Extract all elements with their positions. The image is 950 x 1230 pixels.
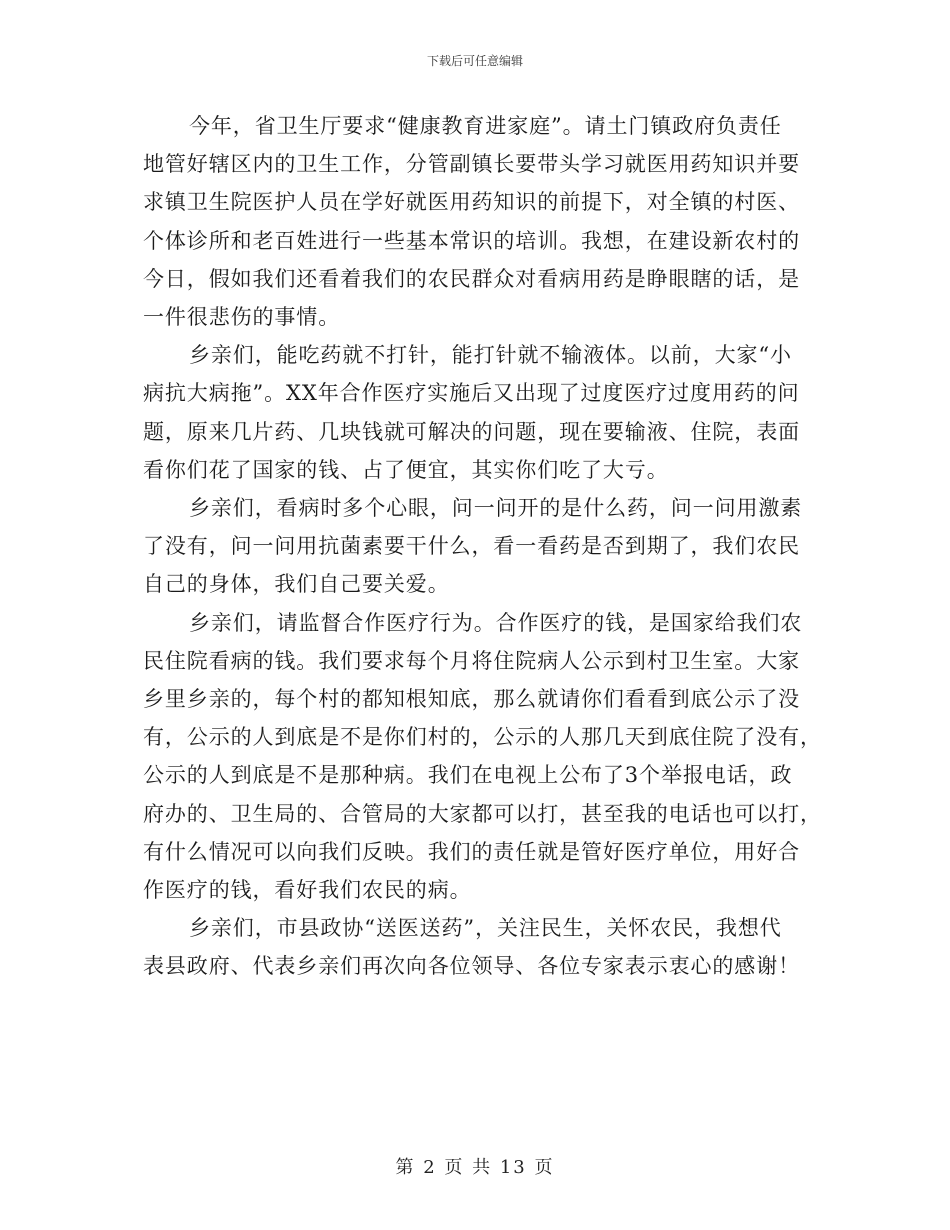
- text-line: 有，公示的人到底是不是你们村的，公示的人那几天到底住院了没有，: [143, 725, 822, 750]
- text-line: 今日，假如我们还看着我们的农民群众对看病用药是睁眼瞎的话，是: [143, 266, 800, 291]
- text-line: 个体诊所和老百姓进行一些基本常识的培训。我想，在建设新农村的: [143, 228, 800, 253]
- text-line: 民住院看病的钱。我们要求每个月将住院病人公示到村卫生室。大家: [143, 648, 800, 673]
- text-line: 乡亲们，看病时多个心眼，问一问开的是什么药，问一问用激素: [189, 496, 803, 521]
- text-line: 乡亲们，能吃药就不打针，能打针就不输液体。以前，大家“小: [189, 343, 792, 368]
- text-line: 了没有，问一问用抗菌素要干什么，看一看药是否到期了，我们农民: [143, 534, 800, 559]
- text-line: 地管好辖区内的卫生工作，分管副镇长要带头学习就医用药知识并要: [143, 152, 800, 177]
- body-text: [143, 107, 822, 986]
- page-header-note: 下载后可任意编辑: [426, 54, 523, 68]
- paragraph: [143, 909, 803, 985]
- text-line: 一件很悲伤的事情。: [143, 305, 341, 330]
- text-line: 今年，省卫生厅要求“健康教育进家庭”。请土门镇政府负责任: [189, 114, 782, 138]
- text-line: 病抗大病拖”。XX年合作医疗实施后又出现了过度医疗过度用药的问: [143, 381, 800, 406]
- text-line: 求镇卫生院医护人员在学好就医用药知识的前提下，对全镇的村医、: [143, 190, 800, 215]
- text-line: 作医疗的钱，看好我们农民的病。: [143, 878, 472, 903]
- text-line: 公示的人到底是不是那种病。我们在电视上公布了3个举报电话，政: [143, 763, 793, 788]
- text-line: 乡亲们，请监督合作医疗行为。合作医疗的钱，是国家给我们农: [189, 610, 803, 635]
- text-line: 有什么情况可以向我们反映。我们的责任就是管好医疗单位，用好合: [143, 839, 800, 864]
- text-line: 乡亲们，市县政协“送医送药”，关注民生，关怀农民，我想代: [189, 916, 782, 941]
- text-line: 题，原来几片药、几块钱就可解决的问题，现在要输液、住院，表面: [143, 419, 800, 444]
- paragraph: [143, 107, 803, 336]
- text-line: 看你们花了国家的钱、占了便宜，其实你们吃了大亏。: [143, 457, 669, 482]
- text-line: 府办的、卫生局的、合管局的大家都可以打，甚至我的电话也可以打，: [143, 801, 822, 826]
- page-number-footer: 第 2 页 共 13 页: [395, 1157, 555, 1178]
- text-line: 自己的身体，我们自己要关爱。: [143, 572, 450, 597]
- text-line: 乡里乡亲的，每个村的都知根知底，那么就请你们看看到底公示了没: [143, 687, 800, 712]
- paragraph: [143, 604, 822, 910]
- paragraph: [143, 336, 803, 489]
- paragraph: [143, 489, 803, 604]
- text-line: 表县政府、代表乡亲们再次向各位领导、各位专家表示衷心的感谢！: [143, 954, 800, 979]
